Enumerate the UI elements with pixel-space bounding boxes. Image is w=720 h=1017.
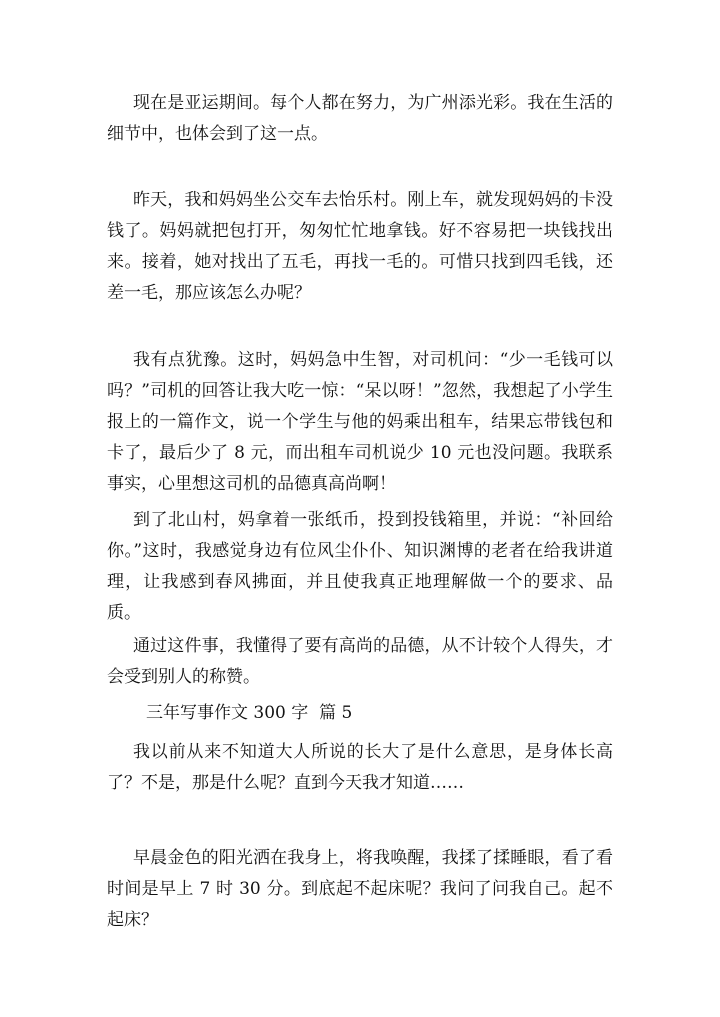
body-paragraph: 我以前从来不知道大人所说的长大了是什么意思，是身体长高了？不是，那是什么呢？直到今天我才知道……: [107, 742, 613, 793]
body-paragraph: 通过这件事，我懂得了要有高尚的品德，从不计较个人得失，才会受到别人的称赞。: [107, 636, 613, 687]
body-paragraph: 昨天，我和妈妈坐公交车去怡乐村。刚上车，就发现妈妈的卡没钱了。妈妈就把包打开，匆匆忙忙地拿钱。好不容易把一块钱找出来。接着，她对找出了五毛，再找一毛的。可惜只找到四毛钱，还差一毛，那应该怎么办呢？: [107, 190, 613, 303]
body-paragraph: 到了北山村，妈拿着一张纸币，投到投钱箱里，并说：“补回给你。”这时，我感觉身边有位风尘仆仆、知识渊博的老者在给我讲道理，让我感到春风拂面，并且使我真正地理解做一个的要求、品质。: [107, 510, 613, 623]
section-heading: 三年写事作文 300 字 篇 5: [146, 703, 353, 723]
body-paragraph: 早晨金色的阳光洒在我身上，将我唤醒，我揉了揉睡眼，看了看时间是早上 7 时 30 分。到底起不起床呢？我问了问我自己。起不起床？: [107, 848, 613, 930]
body-paragraph: 现在是亚运期间。每个人都在努力，为广州添光彩。我在生活的细节中，也体会到了这一点。: [107, 93, 613, 144]
body-paragraph: 我有点犹豫。这时，妈妈急中生智，对司机问：“少一毛钱可以吗？”司机的回答让我大吃一惊：“呆以呀！”忽然，我想起了小学生报上的一篇作文，说一个学生与他的妈乘出租车，结果忘带钱包和卡了，最后少了 8 元，而出租车司机说少 10 元也没问题。我联系事实，心里想这司机的品德真高尚啊！: [107, 350, 613, 494]
